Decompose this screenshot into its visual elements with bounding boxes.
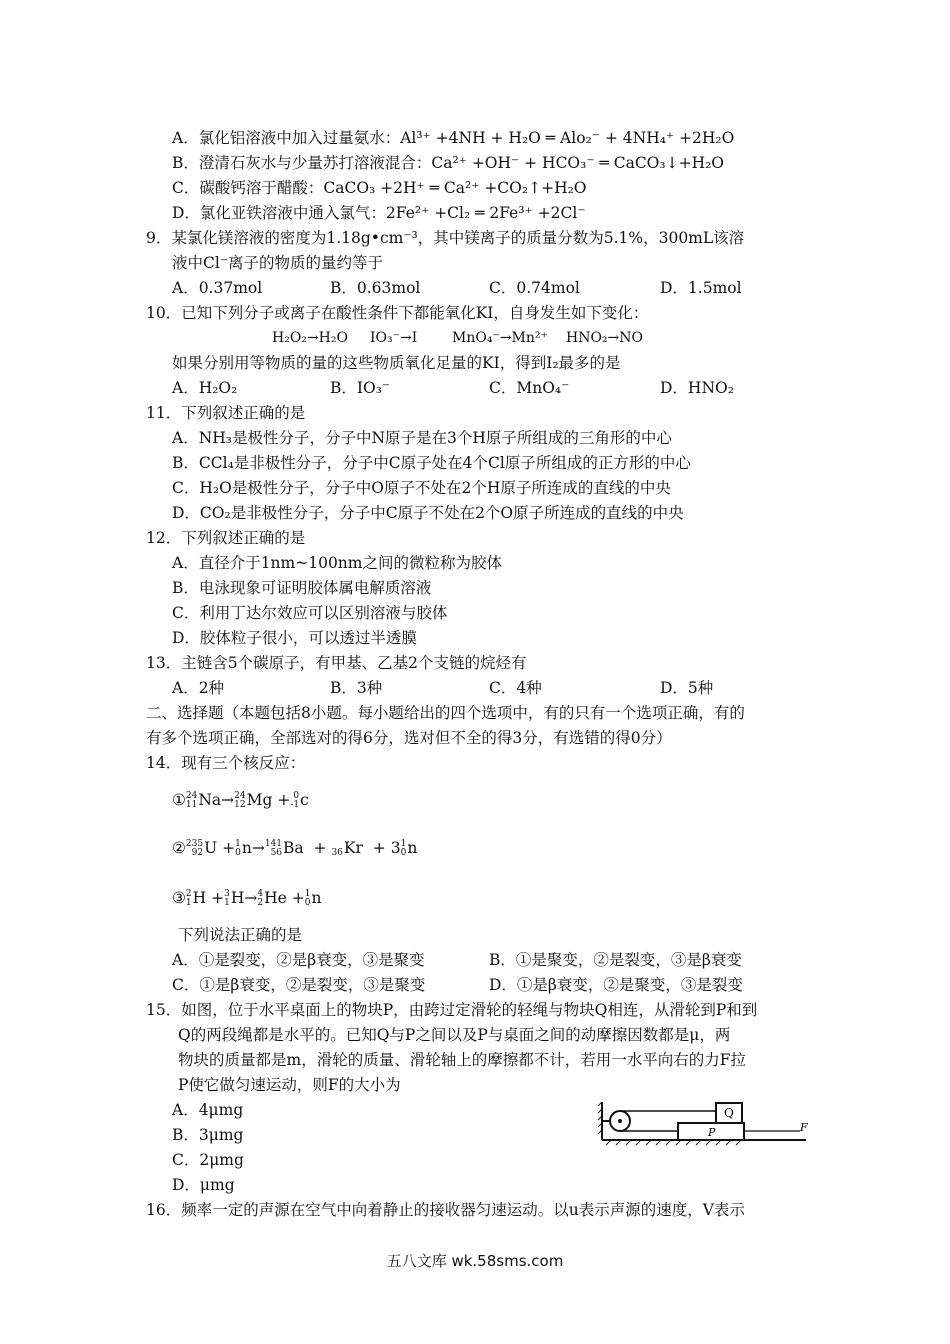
- q9-option-c: C．0.74mol: [489, 279, 580, 297]
- q14-stem-cont: 下列说法正确的是: [178, 926, 303, 944]
- q9-stem: 9．某氯化镁溶液的密度为1.18g•cm⁻³，其中镁离子的质量分数为5.1%，300mL该溶: [146, 229, 745, 247]
- q10-option-a: A．H₂O₂: [172, 379, 238, 397]
- q11-stem: 11．下列叙述正确的是: [146, 404, 306, 422]
- na-isotope-numbers: 24 11: [185, 791, 198, 810]
- force-label: F: [800, 1121, 808, 1134]
- section-2-heading: 二、选择题（本题包括8小题。每小题给出的四个选项中，有的只有一个选项正确，有的: [146, 704, 745, 722]
- q14-option-a: A．①是裂变，②是β衰变，③是聚变: [172, 951, 425, 969]
- q9-option-d: D．1.5mol: [660, 279, 742, 297]
- block-q-label: Q: [724, 1106, 734, 1120]
- reaction-1-number: ①: [172, 791, 186, 809]
- q9-option-a: A．0.37mol: [172, 279, 263, 297]
- q12-option-d: D．胶体粒子很小，可以透过半透膜: [172, 629, 417, 647]
- q14-option-c: C．①是β衰变，②是裂变，③是聚变: [172, 976, 426, 994]
- q10-reaction-2: IO₃⁻→I: [370, 330, 418, 346]
- q16-stem: 16．频率一定的声源在空气中向着静止的接收器匀速运动。以u表示声源的速度，V表示: [146, 1201, 745, 1219]
- section-2-heading-cont: 有多个选项正确，全部选对的得6分，选对但不全的得3分，有选错的得0分）: [146, 729, 672, 747]
- q13-option-b: B．3种: [330, 679, 383, 697]
- q8-option-d: D．氯化亚铁溶液中通入氯气：2Fe²⁺ +Cl₂ ═ 2Fe³⁺ +2Cl⁻: [172, 204, 586, 222]
- q10-option-b: B．IO₃⁻: [330, 379, 391, 397]
- q10-option-c: C．MnO₄⁻: [489, 379, 570, 397]
- mg-isotope-numbers: 24 12: [234, 791, 246, 810]
- q15-stem: 15．如图，位于水平桌面上的物块P，由跨过定滑轮的轻绳与物块Q相连，从滑轮到P和到: [146, 1001, 758, 1019]
- q11-option-b: B．CCl₄是非极性分子，分子中C原子处在4个Cl原子所组成的正方形的中心: [172, 454, 691, 472]
- q8-option-a: A．氯化铝溶液中加入过量氨水：Al³⁺ +4NH + H₂O ═ Alo₂⁻ + 4NH₄⁺ +2H₂O: [172, 129, 735, 147]
- q8-option-b: B．澄清石灰水与少量苏打溶液混合：Ca²⁺ +OH⁻ + HCO₃⁻ ═ CaCO₃↓+H₂O: [172, 154, 725, 172]
- block-p-label: P: [708, 1126, 716, 1139]
- q15-stem-line3: 物块的质量都是m，滑轮的质量、滑轮轴上的摩擦都不计，若用一水平向右的力F拉: [178, 1051, 746, 1069]
- q11-option-d: D．CO₂是非极性分子，分子中C原子不处在2个O原子所连成的直线的中央: [172, 504, 684, 522]
- pulley-figure: [596, 1098, 816, 1148]
- q14-reaction-1: ① 24 11 Na→ 24 12 Mg + 0 -1 c: [172, 791, 309, 810]
- q15-option-b: B．3μmg: [172, 1126, 244, 1144]
- q12-stem: 12．下列叙述正确的是: [146, 529, 306, 547]
- q14-option-d: D．①是β衰变，②是聚变，③是裂变: [489, 976, 743, 994]
- q8-option-c: C．碳酸钙溶于醋酸：CaCO₃ +2H⁺ ═ Ca²⁺ +CO₂↑+H₂O: [172, 179, 587, 197]
- q13-option-a: A．2种: [172, 679, 225, 697]
- q10-reaction-1: H₂O₂→H₂O: [272, 330, 348, 346]
- page-footer: 五八文库 wk.58sms.com: [386, 1252, 564, 1270]
- q15-option-a: A．4μmg: [172, 1101, 244, 1119]
- q12-option-c: C．利用丁达尔效应可以区别溶液与胶体: [172, 604, 448, 622]
- q11-option-c: C．H₂O是极性分子，分子中O原子不处在2个H原子所连成的直线的中央: [172, 479, 671, 497]
- q13-option-d: D．5种: [660, 679, 714, 697]
- q14-option-b: B．①是聚变，②是裂变，③是β衰变: [489, 951, 742, 969]
- q12-option-a: A．直径介于1nm~100nm之间的微粒称为胶体: [172, 554, 502, 572]
- q10-stem: 10．已知下列分子或离子在酸性条件下都能氧化KI，自身发生如下变化：: [146, 304, 649, 322]
- q15-option-d: D．μmg: [172, 1176, 235, 1194]
- q10-reaction-4: HNO₂→NO: [566, 330, 644, 346]
- q14-reaction-3: ③ 2 1 H + 3 1 H→ 4 2 He + 1 0 n: [172, 889, 322, 908]
- q10-option-d: D．HNO₂: [660, 379, 734, 397]
- q15-stem-line4: P使它做匀速运动，则F的大小为: [178, 1076, 401, 1094]
- q14-stem: 14．现有三个核反应：: [146, 754, 306, 772]
- q11-option-a: A．NH₃是极性分子，分子中N原子是在3个H原子所组成的三角形的中心: [172, 429, 672, 447]
- q15-option-c: C．2μmg: [172, 1151, 244, 1169]
- q15-stem-line2: Q的两段绳都是水平的。已知Q与P之间以及P与桌面之间的动摩擦因数都是μ，两: [178, 1026, 731, 1044]
- q10-stem-cont: 如果分别用等物质的量的这些物质氧化足量的KI，得到I₂最多的是: [172, 354, 621, 372]
- q14-reaction-2: ② 235 92 U + 1 0 n→ 141 56 Ba + 36 Kr + 3 1 0 n: [172, 839, 418, 858]
- q9-option-b: B．0.63mol: [330, 279, 421, 297]
- q13-stem: 13．主链含5个碳原子，有甲基、乙基2个支链的烷烃有: [146, 654, 527, 672]
- q10-reaction-3: MnO₄⁻→Mn²⁺: [452, 330, 548, 346]
- q9-stem-cont: 液中Cl⁻离子的物质的量约等于: [172, 254, 383, 272]
- q13-option-c: C．4种: [489, 679, 542, 697]
- electron-numbers: 0 -1: [290, 791, 300, 810]
- q12-option-b: B．电泳现象可证明胶体属电解质溶液: [172, 579, 432, 597]
